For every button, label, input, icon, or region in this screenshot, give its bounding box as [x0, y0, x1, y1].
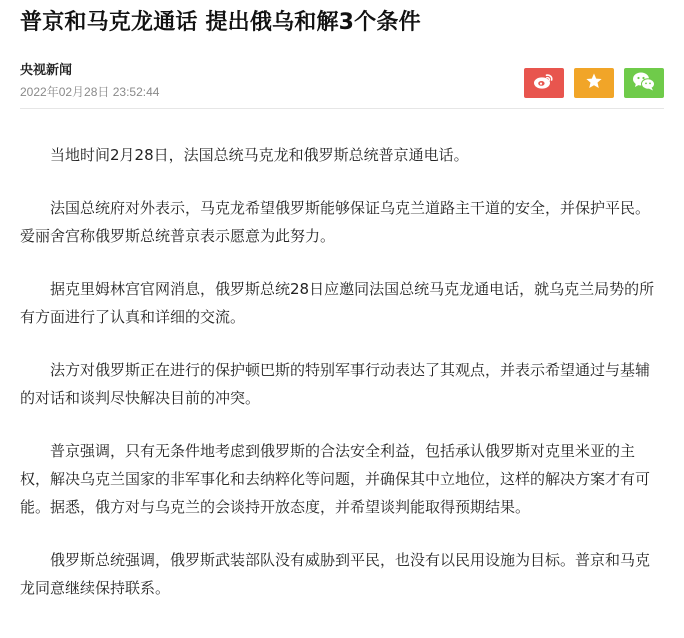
article-paragraph: 据克里姆林宫官网消息，俄罗斯总统28日应邀同法国总统马克龙通电话，就乌克兰局势的所有方面进行了认真和详细的交流。: [20, 280, 655, 326]
share-bar: [524, 68, 664, 98]
weibo-icon: [533, 72, 555, 94]
article-title: 普京和马克龙通话 提出俄乌和解3个条件: [20, 10, 421, 35]
article-source: 央视新闻: [20, 63, 73, 78]
share-weibo-button[interactable]: [524, 68, 564, 98]
article-paragraph: 俄罗斯总统强调，俄罗斯武装部队没有威胁到平民，也没有以民用设施为目标。普京和马克龙同意继续保持联系。: [20, 551, 651, 597]
article-body: [20, 141, 664, 602]
article-paragraph: 普京强调，只有无条件地考虑到俄罗斯的合法安全利益，包括承认俄罗斯对克里米亚的主权，解决乌克兰国家的非军事化和去纳粹化等问题，并确保其中立地位，这样的解决方案才有可能。据悉，俄方对与乌克兰的会谈持开放态度，并希望谈判能取得预期结果。: [20, 442, 651, 516]
wechat-icon: [632, 71, 656, 95]
favorite-button[interactable]: [574, 68, 614, 98]
article-meta: [20, 62, 664, 109]
article-paragraph: 当地时间2月28日，法国总统马克龙和俄罗斯总统普京通电话。: [50, 146, 469, 164]
star-icon: [585, 72, 603, 94]
article-paragraph: 法国总统府对外表示，马克龙希望俄罗斯能够保证乌克兰道路主干道的安全，并保护平民。爱丽舍宫称俄罗斯总统普京表示愿意为此努力。: [20, 199, 651, 245]
article-datetime: 2022年02月28日 23:52:44: [20, 85, 160, 99]
share-wechat-button[interactable]: [624, 68, 664, 98]
article-paragraph: 法方对俄罗斯正在进行的保护顿巴斯的特别军事行动表达了其观点，并表示希望通过与基辅的对话和谈判尽快解决目前的冲突。: [20, 361, 651, 407]
